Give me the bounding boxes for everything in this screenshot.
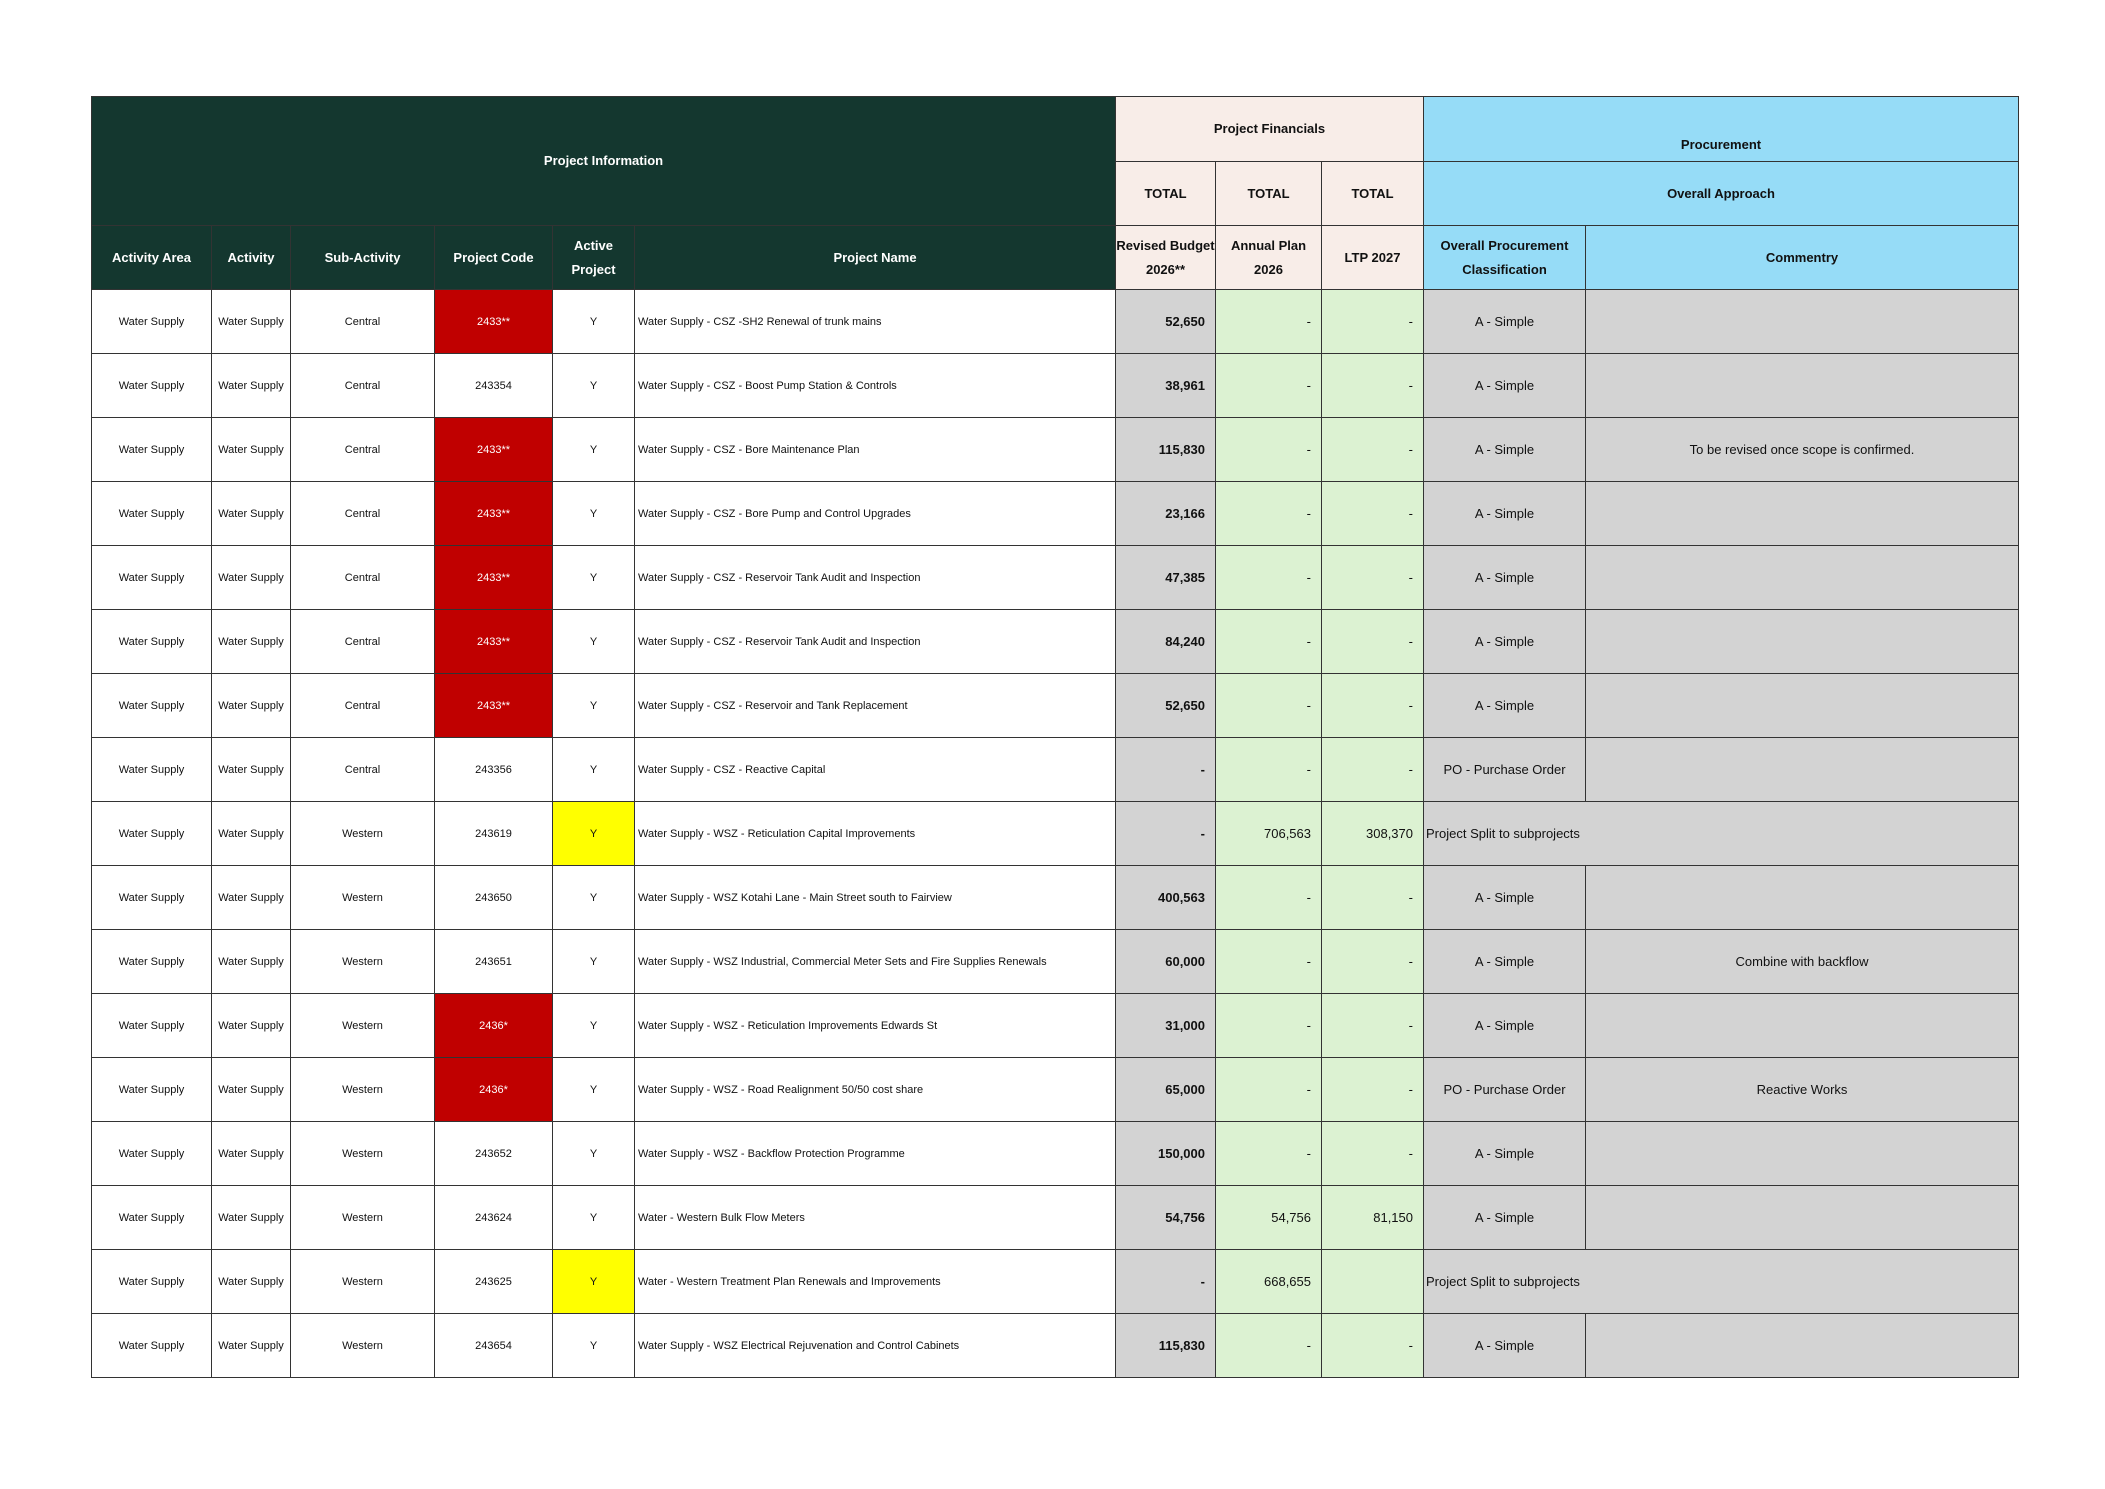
active-project-cell: Y [553,930,635,994]
col-header-project-name: Project Name [635,226,1116,290]
table-row [92,418,2019,482]
ltp-cell: - [1322,930,1424,994]
annual-plan-cell: - [1216,290,1322,354]
annual-plan-cell: - [1216,866,1322,930]
project-code-cell: 2433** [435,610,553,674]
project-information-header: Project Information [92,97,1116,226]
revised-budget-cell: 84,240 [1116,610,1216,674]
annual-plan-cell: - [1216,418,1322,482]
active-project-cell: Y [553,482,635,546]
annual-plan-cell: - [1216,354,1322,418]
active-project-cell: Y [553,290,635,354]
sub-activity-cell: Central [291,674,435,738]
active-project-cell: Y [553,1250,635,1314]
procurement-classification-cell: PO - Purchase Order [1424,1058,1586,1122]
activity-area-cell: Water Supply [92,610,212,674]
sub-activity-cell: Western [291,802,435,866]
procurement-classification-cell: A - Simple [1424,290,1586,354]
table-row [92,930,2019,994]
sub-activity-cell: Central [291,418,435,482]
procurement-classification-cell: A - Simple [1424,866,1586,930]
active-project-cell: Y [553,610,635,674]
revised-budget-cell: 400,563 [1116,866,1216,930]
activity-cell: Water Supply [212,738,291,802]
sub-activity-cell: Western [291,1122,435,1186]
commentary-cell: Reactive Works [1586,1058,2019,1122]
project-name-cell: Water Supply - WSZ Kotahi Lane - Main Street south to Fairview [635,866,1116,930]
project-code-cell: 2433** [435,290,553,354]
sub-activity-cell: Central [291,738,435,802]
project-name-cell: Water Supply - CSZ - Reservoir Tank Audit and Inspection [635,610,1116,674]
annual-plan-cell: - [1216,1314,1322,1378]
revised-budget-cell: 31,000 [1116,994,1216,1058]
table-body [92,290,2019,1378]
revised-budget-cell: 52,650 [1116,674,1216,738]
procurement-classification-cell: A - Simple [1424,1122,1586,1186]
revised-budget-cell: 23,166 [1116,482,1216,546]
activity-cell: Water Supply [212,1058,291,1122]
activity-cell: Water Supply [212,1122,291,1186]
activity-cell: Water Supply [212,866,291,930]
activity-area-cell: Water Supply [92,418,212,482]
procurement-header: Procurement [1424,97,2019,162]
activity-cell: Water Supply [212,994,291,1058]
table-row [92,1122,2019,1186]
ltp-cell: - [1322,866,1424,930]
annual-plan-cell: - [1216,1122,1322,1186]
activity-area-cell: Water Supply [92,290,212,354]
revised-budget-cell: 65,000 [1116,1058,1216,1122]
procurement-classification-cell: A - Simple [1424,354,1586,418]
project-code-cell: 2436* [435,994,553,1058]
activity-area-cell: Water Supply [92,1058,212,1122]
ltp-cell: - [1322,674,1424,738]
project-name-cell: Water Supply - CSZ - Boost Pump Station & Controls [635,354,1116,418]
activity-cell: Water Supply [212,674,291,738]
project-name-cell: Water Supply - WSZ Electrical Rejuvenation and Control Cabinets [635,1314,1116,1378]
project-code-cell: 2436* [435,1058,553,1122]
active-project-cell: Y [553,866,635,930]
col-header-sub-activity: Sub-Activity [291,226,435,290]
annual-plan-cell: - [1216,546,1322,610]
table-row [92,546,2019,610]
revised-budget-cell: 38,961 [1116,354,1216,418]
annual-plan-cell: - [1216,994,1322,1058]
project-name-cell: Water Supply - WSZ - Reticulation Capital Improvements [635,802,1116,866]
revised-budget-cell: - [1116,738,1216,802]
table-row [92,1186,2019,1250]
activity-cell: Water Supply [212,354,291,418]
table-row [92,802,2019,866]
activity-cell: Water Supply [212,1314,291,1378]
ltp-cell: - [1322,1122,1424,1186]
revised-budget-cell: 60,000 [1116,930,1216,994]
activity-area-cell: Water Supply [92,866,212,930]
project-financials-header: Project Financials [1116,97,1424,162]
commentary-cell [1586,290,2019,354]
annual-plan-cell: - [1216,610,1322,674]
ltp-cell: - [1322,418,1424,482]
activity-cell: Water Supply [212,418,291,482]
ltp-cell: - [1322,1058,1424,1122]
procurement-classification-cell: A - Simple [1424,930,1586,994]
project-code-cell: 2433** [435,546,553,610]
table-row [92,354,2019,418]
activity-area-cell: Water Supply [92,1186,212,1250]
project-code-cell: 243654 [435,1314,553,1378]
active-project-cell: Y [553,354,635,418]
revised-budget-cell: 150,000 [1116,1122,1216,1186]
col-header-ltp: LTP 2027 [1322,226,1424,290]
annual-plan-cell: 706,563 [1216,802,1322,866]
total-header-annual: TOTAL [1216,162,1322,226]
activity-area-cell: Water Supply [92,1314,212,1378]
sub-activity-cell: Central [291,610,435,674]
table-row [92,482,2019,546]
project-name-cell: Water Supply - CSZ - Bore Maintenance Plan [635,418,1116,482]
procurement-split-cell: Project Split to subprojects [1424,802,2019,866]
project-name-cell: Water Supply - CSZ - Reservoir Tank Audit and Inspection [635,546,1116,610]
active-project-cell: Y [553,1314,635,1378]
col-header-active-project: Active Project [553,226,635,290]
commentary-cell [1586,1314,2019,1378]
commentary-cell [1586,354,2019,418]
col-header-activity: Activity [212,226,291,290]
revised-budget-cell: - [1116,1250,1216,1314]
project-code-cell: 2433** [435,482,553,546]
activity-cell: Water Supply [212,610,291,674]
commentary-cell [1586,546,2019,610]
annual-plan-cell: 54,756 [1216,1186,1322,1250]
col-header-activity-area: Activity Area [92,226,212,290]
project-code-cell: 243624 [435,1186,553,1250]
active-project-cell: Y [553,1058,635,1122]
col-header-commentary: Commentry [1586,226,2019,290]
annual-plan-cell: - [1216,1058,1322,1122]
activity-cell: Water Supply [212,482,291,546]
activity-cell: Water Supply [212,290,291,354]
table-row [92,290,2019,354]
project-code-cell: 243625 [435,1250,553,1314]
total-header-budget: TOTAL [1116,162,1216,226]
commentary-cell: To be revised once scope is confirmed. [1586,418,2019,482]
procurement-classification-cell: A - Simple [1424,610,1586,674]
activity-area-cell: Water Supply [92,546,212,610]
activity-area-cell: Water Supply [92,674,212,738]
table-row [92,674,2019,738]
ltp-cell: - [1322,546,1424,610]
active-project-cell: Y [553,1122,635,1186]
commentary-cell [1586,482,2019,546]
procurement-classification-cell: A - Simple [1424,546,1586,610]
commentary-cell [1586,1186,2019,1250]
col-header-revised-budget: Revised Budget 2026** [1116,226,1216,290]
active-project-cell: Y [553,418,635,482]
activity-cell: Water Supply [212,930,291,994]
table-row [92,610,2019,674]
activity-area-cell: Water Supply [92,482,212,546]
sub-activity-cell: Western [291,866,435,930]
activity-cell: Water Supply [212,1250,291,1314]
procurement-split-cell: Project Split to subprojects [1424,1250,2019,1314]
revised-budget-cell: 115,830 [1116,418,1216,482]
activity-cell: Water Supply [212,802,291,866]
sub-activity-cell: Central [291,482,435,546]
procurement-classification-cell: PO - Purchase Order [1424,738,1586,802]
col-header-annual-plan: Annual Plan 2026 [1216,226,1322,290]
col-header-procurement-classification: Overall Procurement Classification [1424,226,1586,290]
procurement-classification-cell: A - Simple [1424,1186,1586,1250]
ltp-cell: 81,150 [1322,1186,1424,1250]
procurement-classification-cell: A - Simple [1424,418,1586,482]
ltp-cell: - [1322,482,1424,546]
sub-activity-cell: Western [291,1186,435,1250]
procurement-classification-cell: A - Simple [1424,674,1586,738]
project-name-cell: Water Supply - WSZ - Reticulation Improvements Edwards St [635,994,1116,1058]
project-code-cell: 243650 [435,866,553,930]
project-code-cell: 243354 [435,354,553,418]
project-name-cell: Water - Western Bulk Flow Meters [635,1186,1116,1250]
project-name-cell: Water - Western Treatment Plan Renewals and Improvements [635,1250,1116,1314]
table-row [92,738,2019,802]
annual-plan-cell: - [1216,930,1322,994]
total-header-ltp: TOTAL [1322,162,1424,226]
project-code-cell: 2433** [435,674,553,738]
sub-activity-cell: Western [291,994,435,1058]
commentary-cell [1586,866,2019,930]
commentary-cell [1586,738,2019,802]
commentary-cell [1586,674,2019,738]
active-project-cell: Y [553,1186,635,1250]
sub-activity-cell: Western [291,1314,435,1378]
overall-approach-header: Overall Approach [1424,162,2019,226]
procurement-classification-cell: A - Simple [1424,994,1586,1058]
annual-plan-cell: - [1216,482,1322,546]
table-row [92,1250,2019,1314]
procurement-classification-cell: A - Simple [1424,482,1586,546]
activity-area-cell: Water Supply [92,994,212,1058]
activity-area-cell: Water Supply [92,930,212,994]
activity-area-cell: Water Supply [92,1250,212,1314]
table-row [92,1058,2019,1122]
sub-activity-cell: Western [291,930,435,994]
project-name-cell: Water Supply - CSZ - Bore Pump and Control Upgrades [635,482,1116,546]
commentary-cell: Combine with backflow [1586,930,2019,994]
revised-budget-cell: 115,830 [1116,1314,1216,1378]
project-code-cell: 243619 [435,802,553,866]
ltp-cell: - [1322,994,1424,1058]
project-name-cell: Water Supply - CSZ - Reservoir and Tank Replacement [635,674,1116,738]
project-code-cell: 243652 [435,1122,553,1186]
col-header-project-code: Project Code [435,226,553,290]
ltp-cell: - [1322,290,1424,354]
annual-plan-cell: - [1216,674,1322,738]
project-name-cell: Water Supply - CSZ -SH2 Renewal of trunk mains [635,290,1116,354]
procurement-classification-cell: A - Simple [1424,1314,1586,1378]
activity-cell: Water Supply [212,546,291,610]
revised-budget-cell: 52,650 [1116,290,1216,354]
project-table [91,96,2019,1378]
activity-area-cell: Water Supply [92,738,212,802]
project-name-cell: Water Supply - WSZ - Backflow Protection Programme [635,1122,1116,1186]
table-row [92,1314,2019,1378]
project-name-cell: Water Supply - CSZ - Reactive Capital [635,738,1116,802]
activity-cell: Water Supply [212,1186,291,1250]
project-code-cell: 243651 [435,930,553,994]
active-project-cell: Y [553,546,635,610]
commentary-cell [1586,994,2019,1058]
ltp-cell: 308,370 [1322,802,1424,866]
table-row [92,994,2019,1058]
activity-area-cell: Water Supply [92,354,212,418]
commentary-cell [1586,610,2019,674]
revised-budget-cell: 54,756 [1116,1186,1216,1250]
table-row [92,866,2019,930]
ltp-cell: - [1322,354,1424,418]
annual-plan-cell: - [1216,738,1322,802]
active-project-cell: Y [553,994,635,1058]
activity-area-cell: Water Supply [92,802,212,866]
activity-area-cell: Water Supply [92,1122,212,1186]
sub-activity-cell: Central [291,354,435,418]
project-code-cell: 2433** [435,418,553,482]
ltp-cell [1322,1250,1424,1314]
active-project-cell: Y [553,738,635,802]
revised-budget-cell: 47,385 [1116,546,1216,610]
project-name-cell: Water Supply - WSZ Industrial, Commercial Meter Sets and Fire Supplies Renewals [635,930,1116,994]
revised-budget-cell: - [1116,802,1216,866]
ltp-cell: - [1322,738,1424,802]
sub-activity-cell: Central [291,546,435,610]
sub-activity-cell: Western [291,1058,435,1122]
project-name-cell: Water Supply - WSZ - Road Realignment 50/50 cost share [635,1058,1116,1122]
ltp-cell: - [1322,610,1424,674]
annual-plan-cell: 668,655 [1216,1250,1322,1314]
project-code-cell: 243356 [435,738,553,802]
sub-activity-cell: Western [291,1250,435,1314]
commentary-cell [1586,1122,2019,1186]
active-project-cell: Y [553,802,635,866]
active-project-cell: Y [553,674,635,738]
ltp-cell: - [1322,1314,1424,1378]
sub-activity-cell: Central [291,290,435,354]
